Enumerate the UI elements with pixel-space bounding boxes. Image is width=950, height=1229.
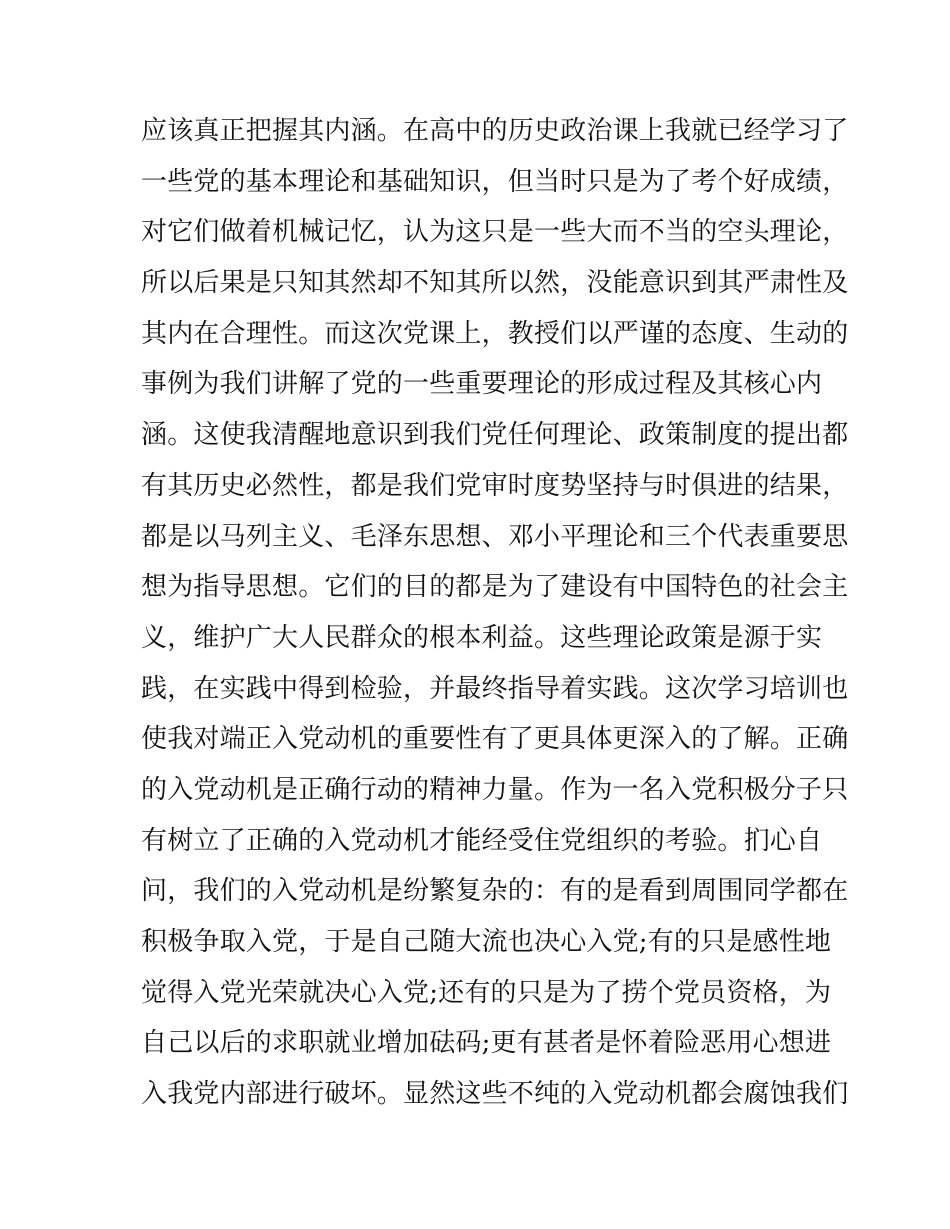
text-line-17: 积极争取入党，于是自己随大流也决心入党;有的只是感性地 (141, 927, 832, 957)
text-line-8: 有其历史必然性，都是我们党审时度势坚持与时俱进的结果， (141, 470, 849, 501)
text-line-5: 其内在合理性。而这次党课上，教授们以严谨的态度、生动的 (141, 318, 849, 349)
text-line-12: 践，在实践中得到检验，并最终指导着实践。这次学习培训也 (141, 673, 849, 704)
text-line-10: 想为指导思想。它们的目的都是为了建设有中国特色的社会主 (141, 572, 849, 603)
text-line-16: 问，我们的入党动机是纷繁复杂的：有的是看到周围同学都在 (141, 876, 849, 907)
text-line-1: 应该真正把握其内涵。在高中的历史政治课上我就已经学习了 (141, 116, 849, 146)
text-line-15: 有树立了正确的入党动机才能经受住党组织的考验。扪心自 (141, 825, 823, 856)
text-line-6: 事例为我们讲解了党的一些重要理论的形成过程及其核心内 (141, 369, 823, 400)
text-line-3: 对它们做着机械记忆，认为这只是一些大而不当的空头理论， (141, 217, 849, 248)
text-line-19: 自己以后的求职就业增加砝码;更有甚者是怀着险恶用心想进 (141, 1028, 832, 1059)
text-line-13: 使我对端正入党动机的重要性有了更具体更深入的了解。正确 (141, 724, 849, 755)
text-line-18: 觉得入党光荣就决心入党;还有的只是为了捞个党员资格，为 (141, 977, 832, 1008)
text-line-4: 所以后果是只知其然却不知其所以然，没能意识到其严肃性及 (141, 268, 849, 299)
text-line-20: 入我党内部进行破坏。显然这些不纯的入党动机都会腐蚀我们 (141, 1079, 849, 1110)
text-line-14: 的入党动机是正确行动的精神力量。作为一名入党积极分子只 (141, 774, 849, 805)
text-line-11: 义，维护广大人民群众的根本利益。这些理论政策是源于实 (141, 622, 823, 653)
text-line-2: 一些党的基本理论和基础知识，但当时只是为了考个好成绩， (141, 166, 849, 197)
text-line-9: 都是以马列主义、毛泽东思想、邓小平理论和三个代表重要思 (141, 521, 849, 552)
body-text (141, 106, 849, 1120)
text-line-7: 涵。这使我清醒地意识到我们党任何理论、政策制度的提出都 (141, 420, 849, 451)
